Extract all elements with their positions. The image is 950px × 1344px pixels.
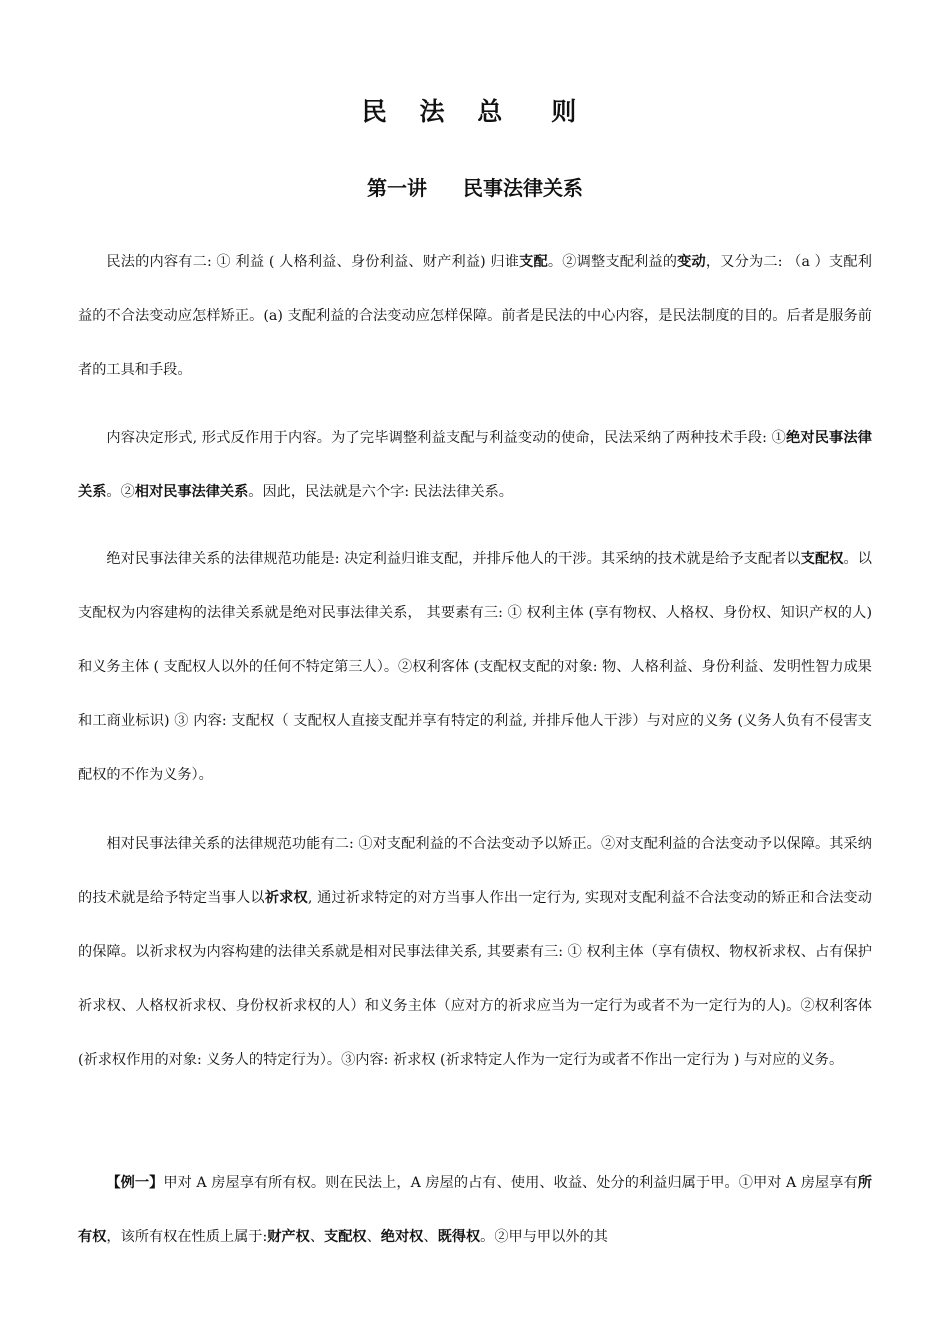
text-run: 。②甲与甲以外的其	[480, 1229, 608, 1245]
paragraph	[78, 532, 872, 802]
bold-term: 绝对民事法律关系	[78, 430, 872, 500]
text-run: 。以支配权为内容建构的法律关系就是绝对民事法律关系， 其要素有三: ① 权利主体 (享有物权、人格权、身份权、知识产权的人) 和义务主体 ( 支配权人以外的任何不特定第三人）。②权利客体 (支配权支配的对象: 物、人格利益、身份利益、发明性智力成果和工商业标识) ③ 内容: 支配权（ 支配权人直接支配并享有特定的利益, 并排斥他人干涉）与对应的义务 (义务人负有不侵害支配权的不作为义务）。	[78, 551, 872, 783]
bold-term: 祈求权	[264, 890, 308, 906]
text-run: ，又分为二: （a ）支配利益的不合法变动应怎样矫正。(a) 支配利益的合法变动应怎样保障。前者是民法的中心内容，是民法制度的目的。后者是服务前者的工具和手段。	[78, 254, 872, 378]
bold-term: 财产权	[267, 1229, 310, 1245]
paragraph	[78, 235, 872, 397]
text-run: 。因此，民法就是六个字: 民法法律关系。	[248, 484, 513, 500]
bold-term: 绝对权	[380, 1229, 424, 1245]
bold-term: 变动	[677, 254, 706, 270]
text-run: 相对民事法律关系的法律规范功能有二: ①对支配利益的不合法变动予以矫正。②对支配利益的合法变动予以保障。其采纳的技术就是给予特定当事人以	[78, 836, 872, 906]
paragraph	[78, 817, 872, 1087]
bold-term: 所有权	[78, 1175, 872, 1245]
bold-term: 【例一】	[106, 1175, 164, 1191]
lecture-number: 第一讲	[367, 176, 427, 200]
text-run: 、	[423, 1229, 438, 1245]
paragraph	[78, 411, 872, 519]
bold-term: 支配权	[800, 551, 844, 567]
text-run: 绝对民事法律关系的法律规范功能是: 决定利益归谁支配，并排斥他人的干涉。其采纳的技术就是给予支配者以	[106, 551, 801, 567]
lecture-heading	[0, 168, 950, 208]
text-run: 甲对 A 房屋享有所有权。则在民法上，A 房屋的占有、使用、收益、处分的利益归属于甲。①甲对 A 房屋享有	[163, 1175, 858, 1191]
paragraph	[78, 1156, 872, 1264]
text-run: 。②调整支配利益的	[547, 254, 678, 270]
text-run: , 通过祈求特定的对方当事人作出一定行为, 实现对支配利益不合法变动的矫正和合法变动的保障。以祈求权为内容构建的法律关系就是相对民事法律关系, 其要素有三: ① 权利主体（享有债权、物权祈求权、占有保护祈求权、人格权祈求权、身份权祈求权的人）和义务主体（应对方的祈求应当为一定行为或者不为一定行为的人)。②权利客体 (祈求权作用的对象: 义务人的特定行为）。③内容: 祈求权 (祈求特定人作为一定行为或者不作出一定行为 ) 与对应的义务。	[78, 890, 872, 1068]
bold-term: 支配	[519, 254, 548, 270]
document-title: 民 法 总 则	[361, 97, 589, 126]
text-run: ，该所有权在性质上属于:	[106, 1229, 268, 1245]
text-run: 民法的内容有二: ① 利益 ( 人格利益、身份利益、财产利益) 归谁	[106, 254, 520, 270]
text-run: 内容决定形式, 形式反作用于内容。为了完毕调整利益支配与利益变动的使命，民法采纳了两种技术手段: ①	[106, 430, 786, 446]
text-run: 、	[309, 1229, 325, 1245]
bold-term: 既得权	[437, 1229, 481, 1245]
lecture-topic: 民事法律关系	[463, 176, 583, 200]
bold-term: 相对民事法律关系	[134, 484, 249, 500]
text-run: 。②	[106, 484, 135, 500]
bold-term: 支配权	[324, 1229, 367, 1245]
text-run: 、	[366, 1229, 381, 1245]
